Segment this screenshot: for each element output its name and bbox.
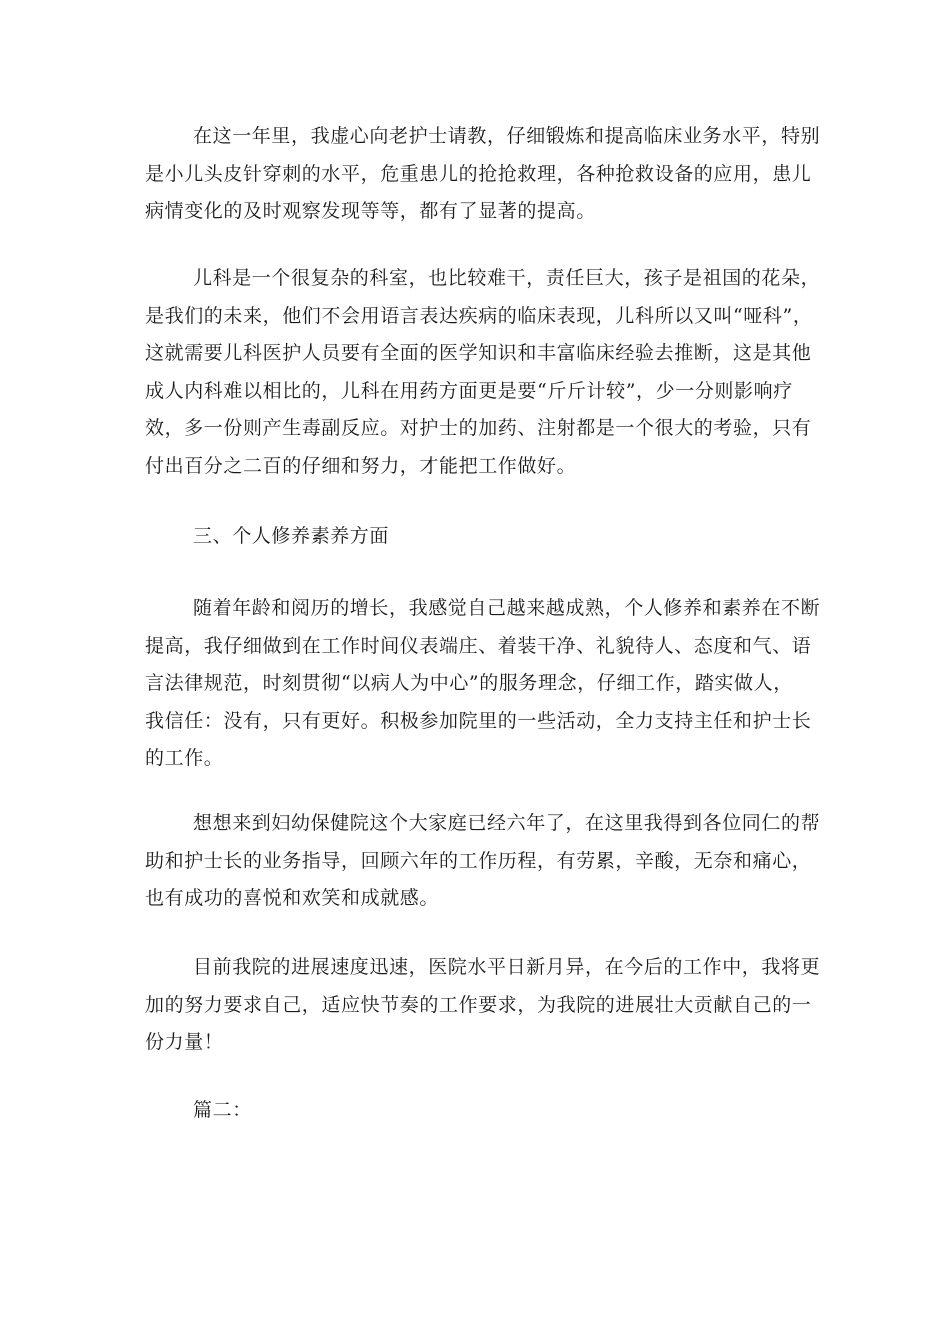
paragraph-5	[145, 949, 821, 1062]
paragraph-line: 这就需要儿科医护人员要有全面的医学知识和丰富临床经验去推断，这是其他	[145, 342, 812, 364]
paragraph-line: 加的努力要求自己，适应快节奏的工作要求，为我院的进展壮大贡献自己的一	[145, 993, 812, 1016]
paragraph-line: 是小儿头皮针穿刺的水平，危重患儿的抢抢救理，各种抢救设备的应用，患儿	[145, 162, 812, 185]
paragraph-3	[145, 590, 821, 778]
paragraph-line: 病情变化的及时观察发现等等，都有了显著的提高。	[145, 200, 596, 222]
paragraph-line: 目前我院的进展速度迅速，医院水平日新月异，在今后的工作中，我将更	[193, 956, 821, 978]
paragraph-line: 儿科是一个很复杂的科室，也比较难干，责任巨大，孩子是祖国的花朵，	[193, 267, 821, 289]
paragraph-line: 付出百分之二百的仔细和努力，才能把工作做好。	[145, 454, 577, 477]
section-heading-text: 三、个人修养素养方面	[193, 525, 390, 547]
paragraph-line: 提高，我仔细做到在工作时间仪表端庄、着装干净、礼貌待人、态度和气、语	[145, 634, 812, 657]
section-label-part-two	[145, 1092, 805, 1130]
paragraph-line: 助和护士长的业务指导，回顾六年的工作历程，有劳累，辛酸，无奈和痛心，	[145, 849, 812, 872]
paragraph-line: 我信任：没有，只有更好。积极参加院里的一些活动，全力支持主任和护士长	[145, 709, 812, 732]
paragraph-line: 是我们的未来，他们不会用语言表达疾病的临床表现，儿科所以又叫“哑科”，	[145, 304, 813, 327]
paragraph-line: 想想来到妇幼保健院这个大家庭已经六年了，在这里我得到各位同仁的帮	[193, 812, 821, 834]
paragraph-2	[145, 260, 821, 485]
paragraph-line: 在这一年里，我虚心向老护士请教，仔细锻炼和提高临床业务水平，特别	[193, 125, 821, 147]
paragraph-line: 成人内科难以相比的，儿科在用药方面更是要“斤斤计较”，少一分则影响疗	[145, 379, 793, 402]
paragraph-line: 份力量！	[145, 1031, 224, 1053]
paragraph-1	[145, 118, 821, 231]
paragraph-line: 的工作。	[145, 747, 224, 769]
section-heading	[145, 518, 805, 556]
paragraph-4	[145, 805, 821, 918]
paragraph-line: 也有成功的喜悦和欢笑和成就感。	[145, 887, 440, 909]
section-label-text: 篇二：	[193, 1099, 252, 1121]
paragraph-line: 随着年龄和阅历的增长，我感觉自己越来越成熟，个人修养和素养在不断	[193, 597, 821, 619]
paragraph-line: 言法律规范，时刻贯彻“以病人为中心”的服务理念，仔细工作，踏实做人，	[145, 672, 793, 694]
paragraph-line: 效，多一份则产生毒副反应。对护士的加药、注射都是一个很大的考验，只有	[145, 417, 812, 439]
